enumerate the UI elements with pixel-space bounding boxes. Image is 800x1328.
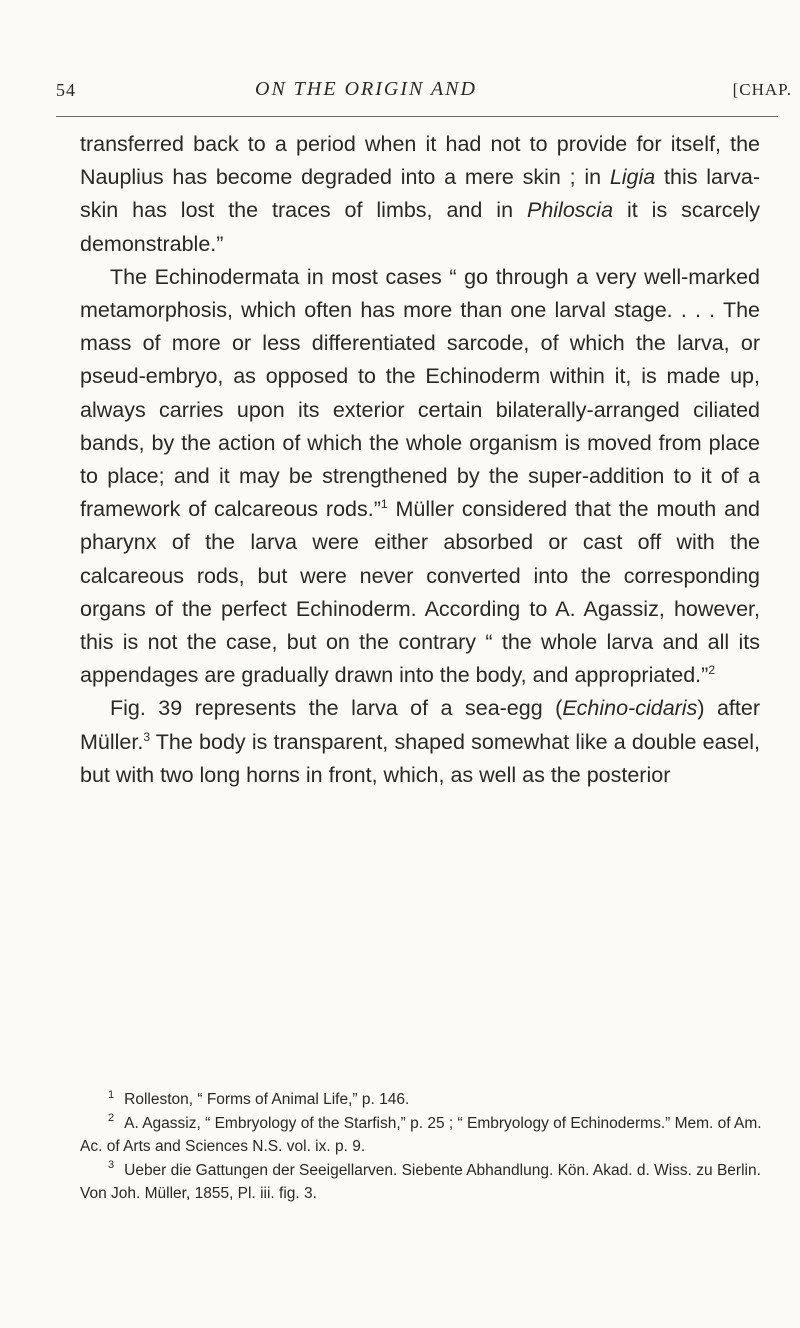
paragraph-2-text-a: The Echinodermata in most cases “ go through a very well-marked metamorphosis, which often has more than one larval stage. . . . The mass of more or less differentiated sarcode, of which the larva, or pseud-embryo, as opposed to the Echinoderm within it, is made up, always carries upon its exterior certain bilaterally-arranged ciliated bands, by the action of which the whole organism is moved from place to place; and it may be strengthened by the super-addition to it of a framework of calcareous rods.” xyxy=(80,264,760,522)
paragraph-1-italic-philoscia: Philoscia xyxy=(526,198,614,223)
footnote-1 xyxy=(80,1088,780,1112)
footnote-1-mark: 1 xyxy=(108,1088,115,1101)
footnote-ref-2: 2 xyxy=(708,663,716,678)
running-head xyxy=(56,72,792,106)
paragraph-1 xyxy=(80,128,760,261)
footnote-3-mark: 3 xyxy=(108,1159,115,1172)
body-text xyxy=(80,128,760,792)
paragraph-3-text-d: The body is transparent, shaped somewhat like a double easel, but with two long horns in front, which, as well as the posterior xyxy=(80,729,760,787)
paragraph-2-text-b: Müller considered that the mouth and pharynx of the larva were either absorbed or cast off with the calcareous rods, but were never converted into the corresponding organs of the perfect Echinoderm. According to A. Agassiz, however, this is not the case, but on the contrary “ the whole larva and all its appendages are gradually drawn into the body, and appropriated.” xyxy=(80,497,761,688)
footnote-ref-1: 1 xyxy=(380,497,388,512)
book-page xyxy=(56,72,792,1202)
paragraph-3 xyxy=(80,692,760,792)
footnotes xyxy=(80,1088,780,1206)
paragraph-1-text-e: it is scarcely demonstrable.” xyxy=(80,198,760,256)
page-number: 54 xyxy=(56,80,76,100)
footnote-1-text: Rolleston, “ Forms of Animal Life,” p. 146. xyxy=(124,1091,410,1108)
footnote-3 xyxy=(80,1159,780,1206)
running-title: ON THE ORIGIN AND xyxy=(255,78,477,100)
footnote-3-text: Ueber die Gattungen der Seeigellarven. Siebente Abhandlung. Kön. Akad. d. Wiss. zu Berlin. Von Joh. Müller, 1855, Pl. iii. fig. 3. xyxy=(80,1161,761,1202)
paragraph-3-text-a: Fig. 39 represents the larva of a sea-egg ( xyxy=(110,696,563,721)
paragraph-1-text-c: this larva-skin has lost the traces of limbs, and in xyxy=(80,165,760,223)
paragraph-3-text-c: ) after Müller. xyxy=(80,696,760,754)
header-rule xyxy=(56,116,778,117)
footnote-2-text: A. Agassiz, “ Embryology of the Starfish,” p. 25 ; “ Embryology of Echinoderms.” Mem. of Am. Ac. of Arts and Sciences N.S. vol. ix. p. 9. xyxy=(80,1114,762,1155)
paragraph-2 xyxy=(80,261,760,693)
chapter-marker: [CHAP. xyxy=(732,80,792,99)
footnote-2-mark: 2 xyxy=(108,1112,115,1125)
footnote-ref-3: 3 xyxy=(143,729,151,744)
paragraph-3-italic-echinocidaris: Echino-cidaris xyxy=(562,696,698,721)
footnote-2 xyxy=(80,1112,780,1159)
paragraph-1-text-a: transferred back to a period when it had not to provide for itself, the Nauplius has become degraded into a mere skin ; in xyxy=(80,132,760,190)
paragraph-1-italic-ligia: Ligia xyxy=(609,165,656,190)
